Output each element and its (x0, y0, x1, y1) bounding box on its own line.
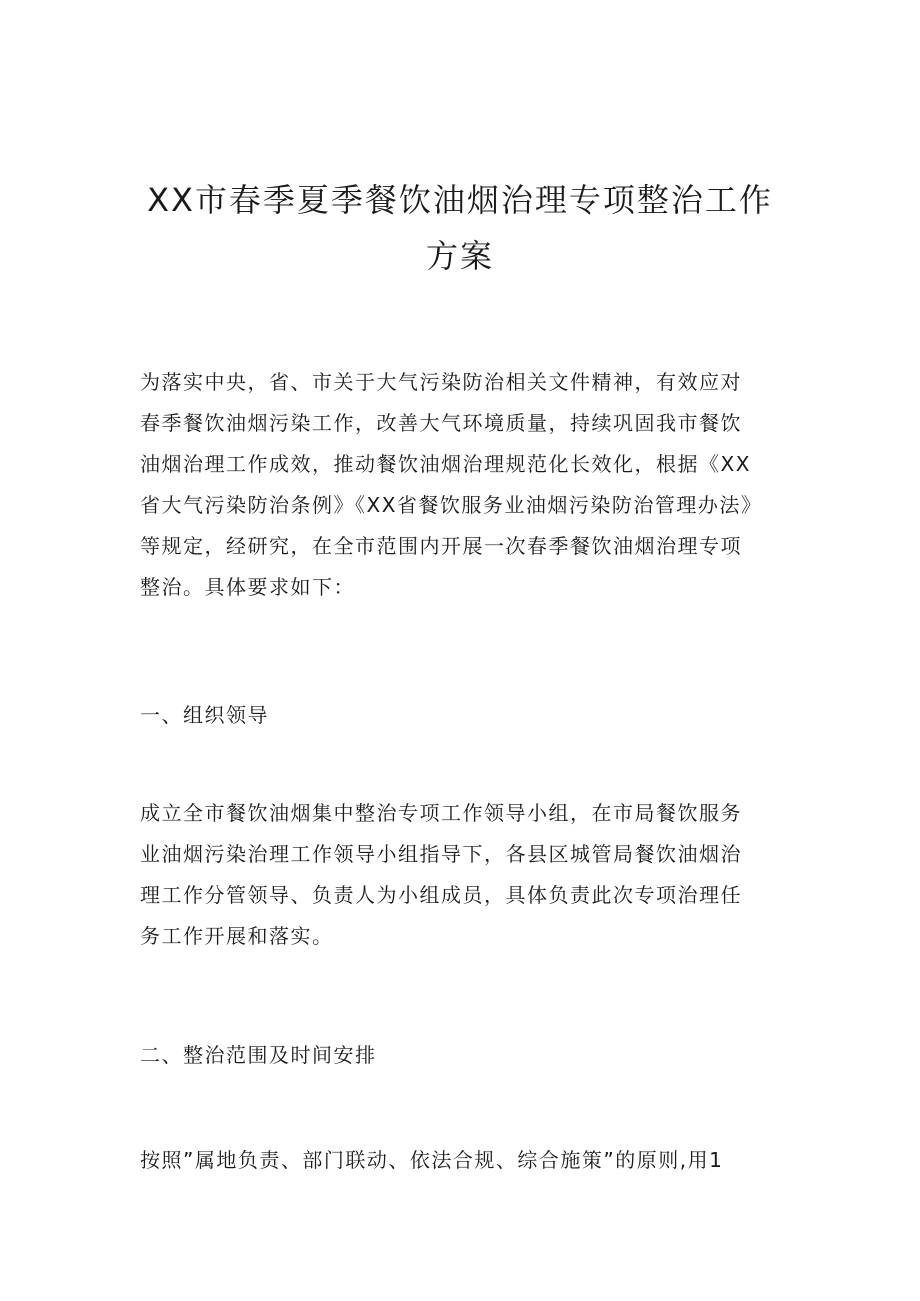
title-line-2: 方案 (425, 237, 494, 275)
intro-line-2: 春季餐饮油烟污染工作，改善大气环境质量，持续巩固我市餐饮 (140, 411, 742, 435)
section-2-paragraph (140, 1140, 800, 1181)
intro-line-1: 为落实中央，省、市关于大气污染防治相关文件精神，有效应对 (140, 370, 742, 394)
intro-line-5: 等规定，经研究，在全市范围内开展一次春季餐饮油烟治理专项 (140, 534, 742, 558)
section-2-line-1: 按照”属地负责、部门联动、依法合规、综合施策”的原则,用1 (140, 1148, 724, 1172)
document-title (100, 172, 820, 284)
section-2-heading: 二、整治范围及时间安排 (140, 1043, 377, 1067)
section-1-line-4: 务工作开展和落实。 (140, 924, 334, 948)
section-1-line-3: 理工作分管领导、负责人为小组成员，具体负责此次专项治理任 (140, 883, 742, 907)
section-1-line-2: 业油烟污染治理工作领导小组指导下，各县区城管局餐饮油烟治 (140, 842, 742, 866)
intro-paragraph (140, 362, 800, 608)
intro-line-3: 油烟治理工作成效，推动餐饮油烟治理规范化长效化，根据《XX (140, 452, 751, 476)
section-1-paragraph (140, 793, 800, 957)
section-1-line-1: 成立全市餐饮油烟集中整治专项工作领导小组，在市局餐饮服务 (140, 801, 742, 825)
intro-line-6: 整治。具体要求如下： (140, 575, 355, 599)
section-1-heading: 一、组织领导 (140, 703, 269, 727)
intro-line-4: 省大气污染防治条例》《XX省餐饮服务业油烟污染防治管理办法》 (140, 493, 763, 517)
title-line-1: XX市春季夏季餐饮油烟治理专项整治工作 (147, 181, 773, 219)
